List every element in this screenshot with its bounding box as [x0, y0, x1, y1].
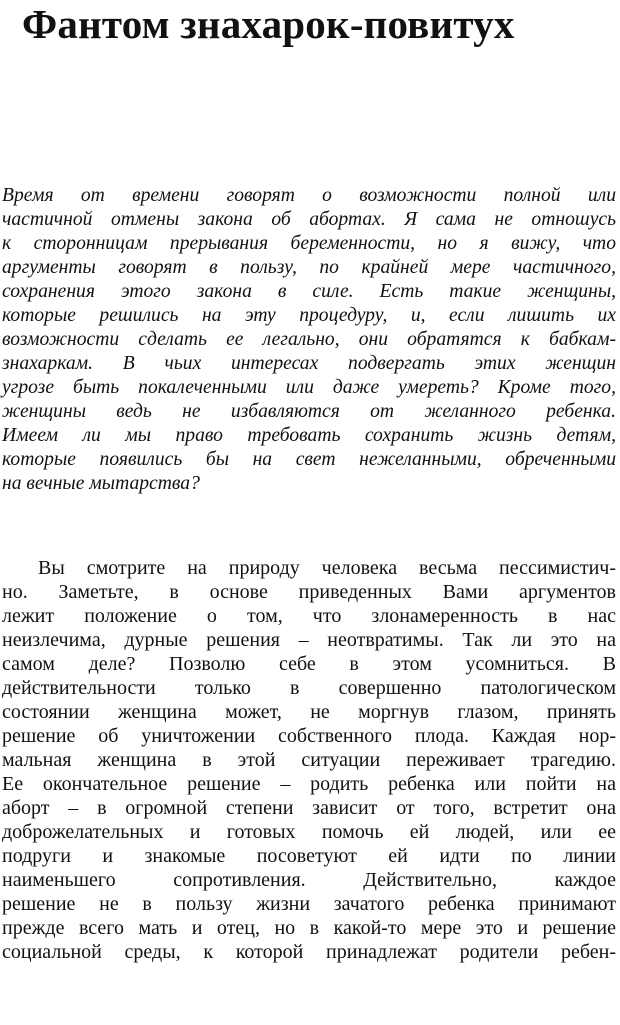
body-line: действительности только в совершенно патологическом	[2, 677, 616, 699]
body-line: социальной среды, к которой принадлежат родители ребен-	[2, 941, 616, 963]
body-line: состоянии женщина может, не моргнув глазом, принять	[2, 701, 616, 723]
epigraph-line: частичной отмены закона об абортах. Я сама не отношусь	[2, 209, 616, 230]
epigraph-line: сохранения этого закона в силе. Есть такие женщины,	[2, 281, 616, 302]
epigraph-line: угрозе быть покалеченными или даже умереть? Кроме того,	[2, 377, 616, 398]
body-line: лежит положение о том, что злонамеренность в нас	[2, 605, 616, 627]
body-line: мальная женщина в этой ситуации переживает трагедию.	[2, 749, 616, 771]
body-line: но. Заметьте, в основе приведенных Вами аргументов	[2, 581, 616, 603]
epigraph-line: которые решились на эту процедуру, и, если лишить их	[2, 305, 616, 326]
body-line: решение об уничтожении собственного плода. Каждая нор-	[2, 725, 616, 747]
body-line: подруги и знакомые посоветуют ей идти по линии	[2, 845, 616, 867]
epigraph-line: Имеем ли мы право требовать сохранить жизнь детям,	[2, 425, 616, 446]
body-line: неизлечима, дурные решения – неотвратимы. Так ли это на	[2, 629, 616, 651]
body-line: доброжелательных и готовых помочь ей людей, или ее	[2, 821, 616, 843]
epigraph-line: женщины ведь не избавляются от желанного ребенка.	[2, 401, 616, 422]
epigraph-line: Время от времени говорят о возможности полной или	[2, 185, 616, 206]
body-line: самом деле? Позволю себе в этом усомниться. В	[2, 653, 616, 675]
epigraph-line: аргументы говорят в пользу, по крайней мере частичного,	[2, 257, 616, 278]
epigraph-line: возможности сделать ее легально, они обратятся к бабкам-	[2, 329, 616, 350]
body-line: Вы смотрите на природу человека весьма пессимистич-	[38, 557, 616, 579]
answer-paragraph	[2, 556, 616, 964]
chapter-title: Фантом знахарок-повитух	[22, 1, 515, 47]
epigraph-question	[2, 184, 616, 496]
epigraph-line: которые появились бы на свет нежеланными, обреченными	[2, 449, 616, 470]
body-line: прежде всего мать и отец, но в какой-то мере это и решение	[2, 917, 616, 939]
body-line: аборт – в огромной степени зависит от того, встретит она	[2, 797, 616, 819]
epigraph-line: к сторонницам прерывания беременности, но я вижу, что	[2, 233, 616, 254]
epigraph-line: на вечные мытарства?	[2, 473, 200, 494]
epigraph-line: знахаркам. В чьих интересах подвергать этих женщин	[2, 353, 616, 374]
body-line: Ее окончательное решение – родить ребенка или пойти на	[2, 773, 616, 795]
body-line: наименьшего сопротивления. Действительно, каждое	[2, 869, 616, 891]
body-line: решение не в пользу жизни зачатого ребенка принимают	[2, 893, 616, 915]
